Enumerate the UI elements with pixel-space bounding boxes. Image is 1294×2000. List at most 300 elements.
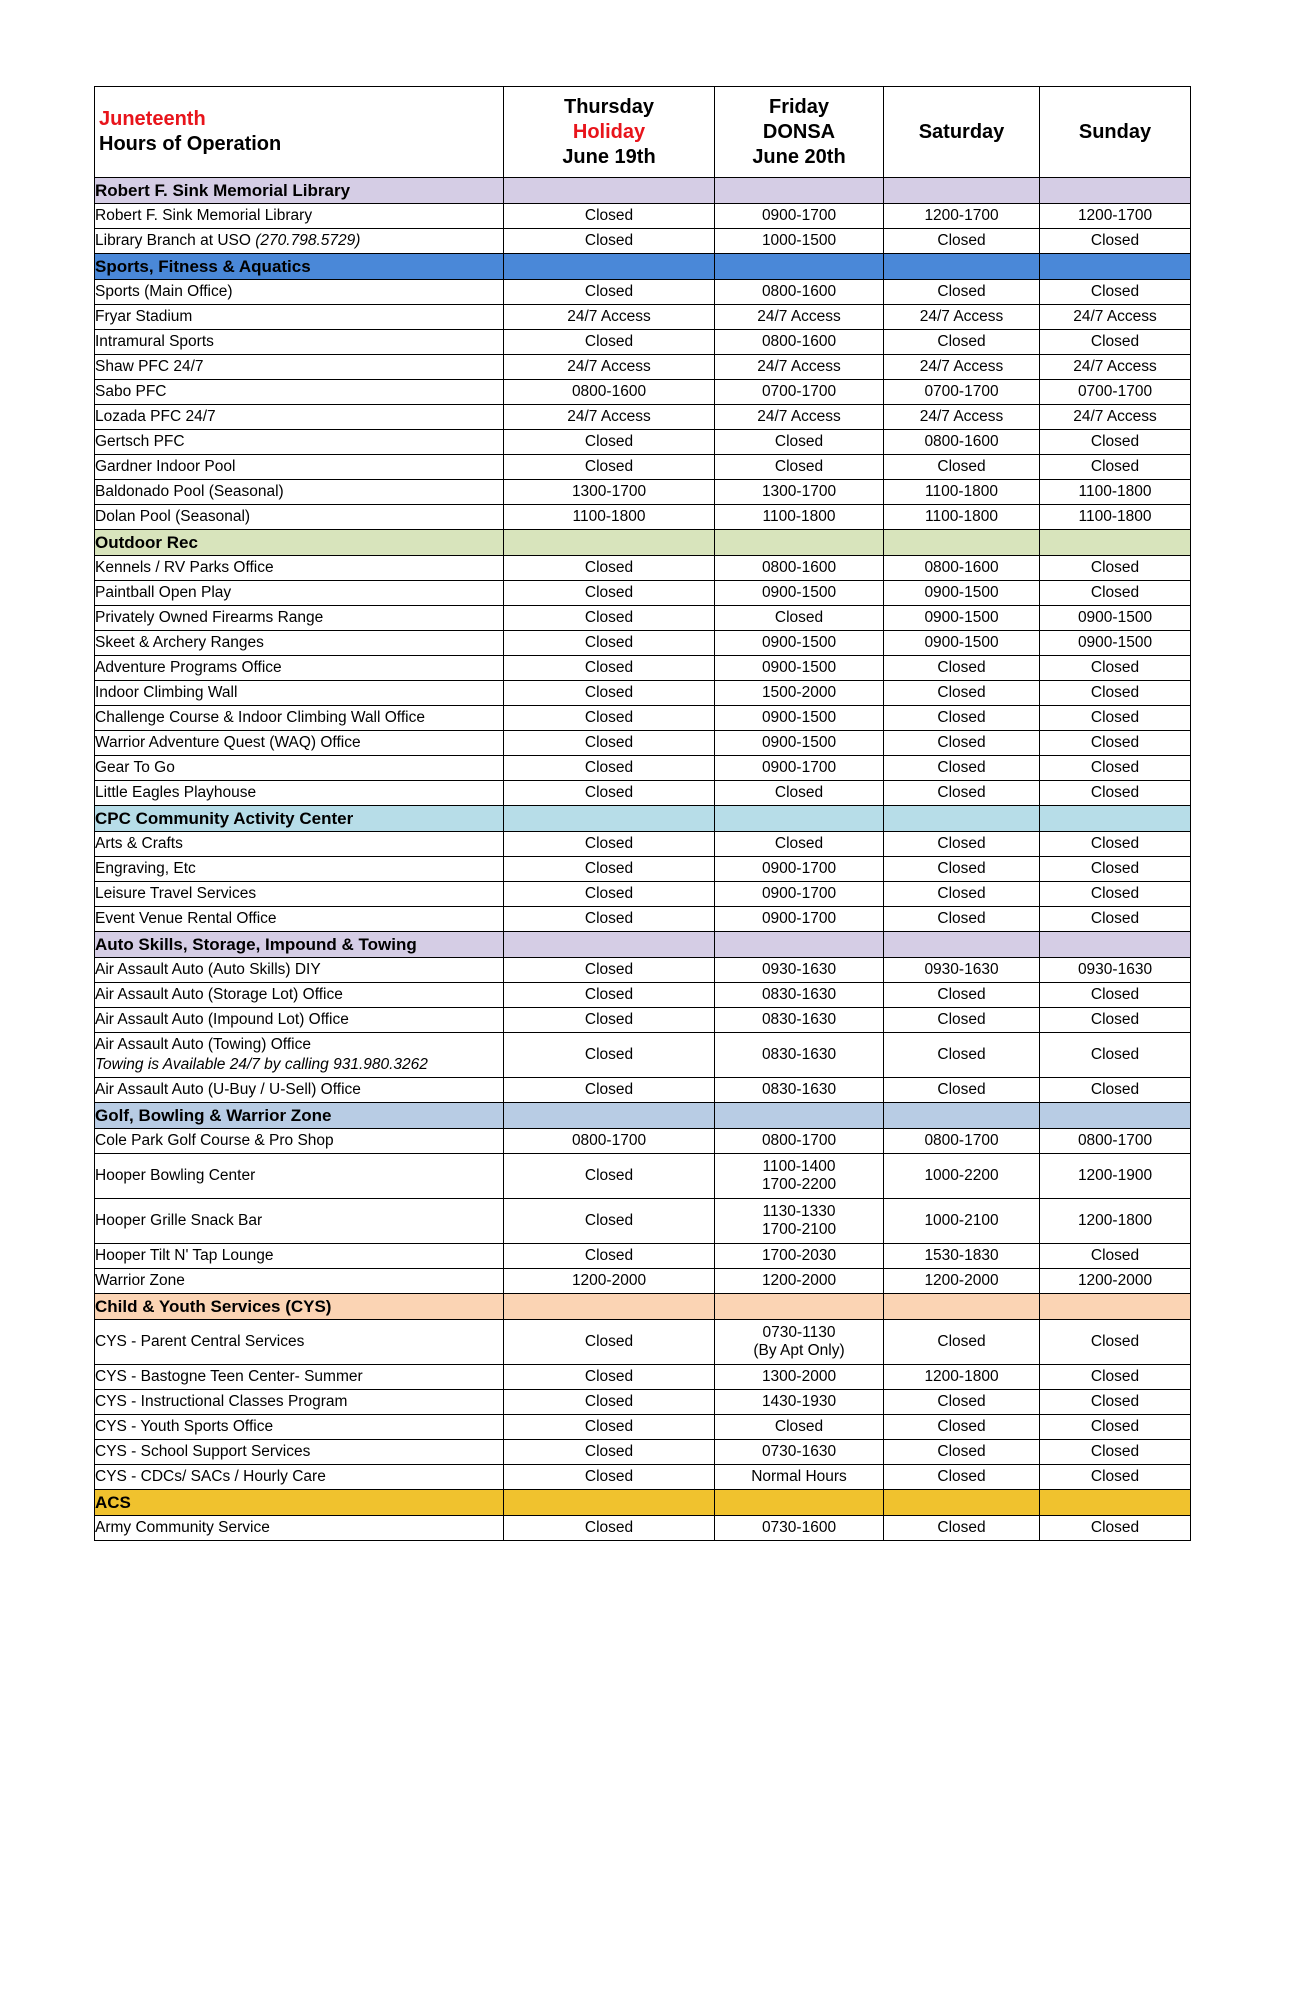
facility-name-cell bbox=[95, 1415, 504, 1440]
section-fill-cell bbox=[504, 178, 715, 204]
facility-name: Hooper Grille Snack Bar bbox=[95, 1212, 263, 1229]
table-row bbox=[95, 204, 1191, 229]
hours-cell: Closed bbox=[1040, 756, 1191, 781]
hours-cell: Closed bbox=[504, 229, 715, 254]
section-title: ACS bbox=[95, 1490, 504, 1516]
hours-cell: Closed bbox=[504, 1415, 715, 1440]
table-row bbox=[95, 1154, 1191, 1199]
hours-cell: 1100-1800 bbox=[1040, 505, 1191, 530]
hours-cell: 1200-1900 bbox=[1040, 1154, 1191, 1199]
facility-name: Intramural Sports bbox=[95, 333, 214, 350]
hours-cell: Closed bbox=[884, 781, 1040, 806]
section-fill-cell bbox=[1040, 530, 1191, 556]
facility-name-cell bbox=[95, 505, 504, 530]
facility-name: Air Assault Auto (Impound Lot) Office bbox=[95, 1011, 349, 1028]
facility-name-cell bbox=[95, 1365, 504, 1390]
facility-name-cell bbox=[95, 1199, 504, 1244]
hours-cell: 0800-1600 bbox=[884, 430, 1040, 455]
hours-cell: 1000-2100 bbox=[884, 1199, 1040, 1244]
table-row bbox=[95, 380, 1191, 405]
facility-name-cell bbox=[95, 305, 504, 330]
hours-cell: Closed bbox=[884, 706, 1040, 731]
hours-cell: Closed bbox=[884, 756, 1040, 781]
hours-cell: 0830-1630 bbox=[715, 1078, 884, 1103]
column-header-saturday: Saturday bbox=[884, 87, 1040, 178]
hours-cell: Closed bbox=[715, 606, 884, 631]
hours-cell: 1200-2000 bbox=[1040, 1269, 1191, 1294]
table-row bbox=[95, 405, 1191, 430]
facility-name-cell bbox=[95, 430, 504, 455]
hours-cell: 0900-1700 bbox=[715, 907, 884, 932]
hours-cell: 0930-1630 bbox=[715, 958, 884, 983]
hours-cell: 0900-1500 bbox=[1040, 631, 1191, 656]
hours-cell: Closed bbox=[1040, 1320, 1191, 1365]
section-header-row bbox=[95, 806, 1191, 832]
column-header-sunday: Sunday bbox=[1040, 87, 1191, 178]
section-fill-cell bbox=[1040, 178, 1191, 204]
section-fill-cell bbox=[715, 806, 884, 832]
hours-cell: Closed bbox=[504, 857, 715, 882]
table-body bbox=[95, 178, 1191, 1541]
hours-cell: 0900-1500 bbox=[715, 631, 884, 656]
facility-name-cell bbox=[95, 1008, 504, 1033]
hours-cell: Closed bbox=[884, 857, 1040, 882]
hours-cell: 0800-1600 bbox=[715, 280, 884, 305]
section-fill-cell bbox=[1040, 1294, 1191, 1320]
hours-cell: Closed bbox=[504, 1244, 715, 1269]
section-fill-cell bbox=[715, 254, 884, 280]
hours-cell: Closed bbox=[504, 832, 715, 857]
hours-cell: 24/7 Access bbox=[715, 305, 884, 330]
facility-name-cell bbox=[95, 857, 504, 882]
hours-cell: Closed bbox=[504, 330, 715, 355]
facility-name: Kennels / RV Parks Office bbox=[95, 559, 274, 576]
hours-cell: 0700-1700 bbox=[715, 380, 884, 405]
section-title: Robert F. Sink Memorial Library bbox=[95, 178, 504, 204]
hours-cell: 24/7 Access bbox=[1040, 305, 1191, 330]
facility-name: Hooper Bowling Center bbox=[95, 1167, 256, 1184]
facility-name: Gardner Indoor Pool bbox=[95, 458, 236, 475]
hours-cell: 1100-1400 1700-2200 bbox=[715, 1154, 884, 1199]
hours-cell: 0730-1130 (By Apt Only) bbox=[715, 1320, 884, 1365]
hours-cell: 0800-1700 bbox=[1040, 1129, 1191, 1154]
hours-cell: Closed bbox=[1040, 706, 1191, 731]
header-row bbox=[95, 87, 1191, 178]
hours-cell: 24/7 Access bbox=[504, 355, 715, 380]
table-row bbox=[95, 958, 1191, 983]
hours-cell: 0900-1500 bbox=[715, 656, 884, 681]
hours-cell: Closed bbox=[884, 229, 1040, 254]
section-fill-cell bbox=[715, 932, 884, 958]
table-row bbox=[95, 1320, 1191, 1365]
facility-name-cell bbox=[95, 1269, 504, 1294]
hours-cell: Closed bbox=[1040, 229, 1191, 254]
facility-name-cell bbox=[95, 756, 504, 781]
hours-cell: 1200-1800 bbox=[1040, 1199, 1191, 1244]
hours-cell: Closed bbox=[1040, 1440, 1191, 1465]
table-row bbox=[95, 781, 1191, 806]
section-title: Sports, Fitness & Aquatics bbox=[95, 254, 504, 280]
facility-name-cell bbox=[95, 1154, 504, 1199]
hours-cell: 0900-1500 bbox=[884, 581, 1040, 606]
table-row bbox=[95, 280, 1191, 305]
hours-cell: 1000-2200 bbox=[884, 1154, 1040, 1199]
hours-cell: Closed bbox=[884, 1320, 1040, 1365]
table-row bbox=[95, 1129, 1191, 1154]
hours-cell: Closed bbox=[504, 681, 715, 706]
facility-name-cell bbox=[95, 1033, 504, 1078]
hours-cell: Closed bbox=[884, 1465, 1040, 1490]
hours-cell: Closed bbox=[715, 430, 884, 455]
section-fill-cell bbox=[504, 530, 715, 556]
facility-name: CYS - CDCs/ SACs / Hourly Care bbox=[95, 1468, 326, 1485]
hours-cell: Closed bbox=[1040, 1033, 1191, 1078]
section-fill-cell bbox=[715, 178, 884, 204]
facility-name-cell bbox=[95, 204, 504, 229]
hours-cell: 1700-2030 bbox=[715, 1244, 884, 1269]
facility-name-cell bbox=[95, 656, 504, 681]
section-fill-cell bbox=[884, 1103, 1040, 1129]
hours-cell: 0730-1600 bbox=[715, 1516, 884, 1541]
hours-cell: Closed bbox=[504, 430, 715, 455]
hours-cell: 1130-1330 1700-2100 bbox=[715, 1199, 884, 1244]
hours-cell: 24/7 Access bbox=[884, 305, 1040, 330]
hours-cell: 1430-1930 bbox=[715, 1390, 884, 1415]
table-row bbox=[95, 1390, 1191, 1415]
section-header-row bbox=[95, 178, 1191, 204]
facility-name-cell bbox=[95, 280, 504, 305]
facility-name: Gear To Go bbox=[95, 759, 175, 776]
hours-cell: Closed bbox=[1040, 907, 1191, 932]
facility-name-cell bbox=[95, 581, 504, 606]
section-fill-cell bbox=[715, 1294, 884, 1320]
hours-cell: Closed bbox=[504, 1516, 715, 1541]
facility-name: Gertsch PFC bbox=[95, 433, 185, 450]
hours-cell: 0800-1600 bbox=[715, 330, 884, 355]
hours-cell: 0800-1700 bbox=[884, 1129, 1040, 1154]
hours-cell: Closed bbox=[1040, 280, 1191, 305]
hours-cell: Closed bbox=[504, 958, 715, 983]
section-header-row bbox=[95, 932, 1191, 958]
hours-cell: Closed bbox=[1040, 1465, 1191, 1490]
hours-cell: Closed bbox=[504, 1008, 715, 1033]
section-header-row bbox=[95, 254, 1191, 280]
hours-cell: Closed bbox=[504, 1033, 715, 1078]
table-row bbox=[95, 330, 1191, 355]
hours-cell: Closed bbox=[1040, 330, 1191, 355]
hours-cell: 24/7 Access bbox=[715, 405, 884, 430]
section-fill-cell bbox=[1040, 1490, 1191, 1516]
hours-cell: Closed bbox=[504, 1390, 715, 1415]
hours-cell: Closed bbox=[1040, 731, 1191, 756]
hours-cell: 0900-1500 bbox=[715, 706, 884, 731]
section-fill-cell bbox=[884, 932, 1040, 958]
hours-cell: Closed bbox=[504, 756, 715, 781]
table-row bbox=[95, 1078, 1191, 1103]
hours-cell: Closed bbox=[504, 204, 715, 229]
hours-cell: 1100-1800 bbox=[504, 505, 715, 530]
section-header-row bbox=[95, 1294, 1191, 1320]
facility-name-cell bbox=[95, 1465, 504, 1490]
table-row bbox=[95, 681, 1191, 706]
hours-cell: Closed bbox=[504, 1154, 715, 1199]
facility-name-cell bbox=[95, 1078, 504, 1103]
hours-cell: Closed bbox=[884, 1415, 1040, 1440]
facility-name: Army Community Service bbox=[95, 1519, 270, 1536]
facility-name: Baldonado Pool (Seasonal) bbox=[95, 483, 284, 500]
hours-cell: Closed bbox=[884, 1390, 1040, 1415]
facility-name-cell bbox=[95, 380, 504, 405]
hours-cell: Closed bbox=[884, 983, 1040, 1008]
hours-cell: Closed bbox=[504, 455, 715, 480]
facility-name-cell bbox=[95, 631, 504, 656]
hours-cell: 1100-1800 bbox=[884, 505, 1040, 530]
hours-cell: Closed bbox=[1040, 1516, 1191, 1541]
hours-cell: Closed bbox=[504, 781, 715, 806]
table-row bbox=[95, 1199, 1191, 1244]
hours-cell: Closed bbox=[504, 907, 715, 932]
section-title: CPC Community Activity Center bbox=[95, 806, 504, 832]
facility-name: Air Assault Auto (U-Buy / U-Sell) Office bbox=[95, 1081, 361, 1098]
hours-cell: Closed bbox=[1040, 556, 1191, 581]
hours-cell: 0900-1500 bbox=[1040, 606, 1191, 631]
facility-name: Paintball Open Play bbox=[95, 584, 232, 601]
section-header-row bbox=[95, 1103, 1191, 1129]
table-row bbox=[95, 556, 1191, 581]
hours-cell: Closed bbox=[715, 832, 884, 857]
hours-cell: Closed bbox=[504, 581, 715, 606]
hours-cell: Closed bbox=[1040, 832, 1191, 857]
facility-name-cell bbox=[95, 731, 504, 756]
section-fill-cell bbox=[715, 1490, 884, 1516]
hours-cell: 0900-1700 bbox=[715, 857, 884, 882]
table-row bbox=[95, 756, 1191, 781]
hours-cell: 24/7 Access bbox=[1040, 405, 1191, 430]
hours-cell: 0930-1630 bbox=[1040, 958, 1191, 983]
hours-cell: Closed bbox=[504, 1199, 715, 1244]
section-fill-cell bbox=[504, 254, 715, 280]
facility-note: (270.798.5729) bbox=[255, 232, 361, 249]
section-fill-cell bbox=[504, 932, 715, 958]
section-fill-cell bbox=[504, 1103, 715, 1129]
hours-cell: Normal Hours bbox=[715, 1465, 884, 1490]
section-fill-cell bbox=[884, 530, 1040, 556]
hours-cell: Closed bbox=[884, 882, 1040, 907]
section-fill-cell bbox=[715, 1103, 884, 1129]
section-fill-cell bbox=[884, 178, 1040, 204]
facility-name-cell bbox=[95, 480, 504, 505]
section-fill-cell bbox=[504, 1490, 715, 1516]
hours-cell: Closed bbox=[715, 781, 884, 806]
table-row bbox=[95, 455, 1191, 480]
table-row bbox=[95, 1033, 1191, 1078]
hours-cell: Closed bbox=[1040, 1008, 1191, 1033]
table-row bbox=[95, 983, 1191, 1008]
hours-cell: 0800-1700 bbox=[715, 1129, 884, 1154]
hours-cell: 0900-1700 bbox=[715, 756, 884, 781]
hours-cell: Closed bbox=[1040, 983, 1191, 1008]
facility-name-cell bbox=[95, 681, 504, 706]
table-row bbox=[95, 706, 1191, 731]
facility-name: Dolan Pool (Seasonal) bbox=[95, 508, 251, 525]
facility-name: Hooper Tilt N' Tap Lounge bbox=[95, 1247, 274, 1264]
facility-name: Leisure Travel Services bbox=[95, 885, 257, 902]
hours-cell: Closed bbox=[504, 731, 715, 756]
table-row bbox=[95, 505, 1191, 530]
hours-cell: 0700-1700 bbox=[1040, 380, 1191, 405]
hours-cell: Closed bbox=[1040, 1078, 1191, 1103]
table-row bbox=[95, 857, 1191, 882]
facility-name-cell bbox=[95, 907, 504, 932]
facility-name-cell bbox=[95, 958, 504, 983]
hours-cell: Closed bbox=[504, 631, 715, 656]
section-fill-cell bbox=[884, 1294, 1040, 1320]
hours-cell: Closed bbox=[715, 1415, 884, 1440]
hours-cell: Closed bbox=[504, 280, 715, 305]
hours-cell: Closed bbox=[884, 731, 1040, 756]
hours-cell: Closed bbox=[884, 1440, 1040, 1465]
facility-name: Arts & Crafts bbox=[95, 835, 183, 852]
hours-cell: 1200-2000 bbox=[884, 1269, 1040, 1294]
hours-cell: Closed bbox=[1040, 857, 1191, 882]
table-row bbox=[95, 1008, 1191, 1033]
hours-cell: Closed bbox=[884, 280, 1040, 305]
hours-cell: 0800-1600 bbox=[884, 556, 1040, 581]
section-fill-cell bbox=[504, 806, 715, 832]
hours-cell: 0830-1630 bbox=[715, 983, 884, 1008]
hours-cell: 0800-1600 bbox=[715, 556, 884, 581]
table-row bbox=[95, 1440, 1191, 1465]
facility-name: Adventure Programs Office bbox=[95, 659, 282, 676]
facility-name-cell bbox=[95, 1440, 504, 1465]
section-fill-cell bbox=[715, 530, 884, 556]
table-title bbox=[95, 87, 504, 178]
hours-cell: 0900-1500 bbox=[715, 731, 884, 756]
hours-table bbox=[94, 86, 1191, 1541]
hours-cell: 24/7 Access bbox=[504, 305, 715, 330]
hours-cell: 1100-1800 bbox=[715, 505, 884, 530]
table-row bbox=[95, 229, 1191, 254]
hours-cell: Closed bbox=[884, 330, 1040, 355]
hours-cell: 24/7 Access bbox=[715, 355, 884, 380]
facility-name-cell bbox=[95, 1516, 504, 1541]
hours-cell: Closed bbox=[504, 1320, 715, 1365]
hours-cell: Closed bbox=[1040, 455, 1191, 480]
table-row bbox=[95, 882, 1191, 907]
hours-cell: Closed bbox=[884, 1078, 1040, 1103]
hours-cell: Closed bbox=[1040, 1415, 1191, 1440]
hours-cell: Closed bbox=[504, 1078, 715, 1103]
hours-cell: Closed bbox=[884, 907, 1040, 932]
facility-name: Little Eagles Playhouse bbox=[95, 784, 257, 801]
section-title: Outdoor Rec bbox=[95, 530, 504, 556]
facility-name-cell bbox=[95, 1320, 504, 1365]
hours-cell: 0830-1630 bbox=[715, 1008, 884, 1033]
hours-cell: Closed bbox=[504, 556, 715, 581]
section-fill-cell bbox=[504, 1294, 715, 1320]
hours-cell: Closed bbox=[884, 1008, 1040, 1033]
facility-name: CYS - Parent Central Services bbox=[95, 1333, 305, 1350]
hours-cell: Closed bbox=[1040, 430, 1191, 455]
facility-name-cell bbox=[95, 1390, 504, 1415]
hours-cell: 0900-1500 bbox=[884, 606, 1040, 631]
hours-cell: 1200-2000 bbox=[715, 1269, 884, 1294]
table-row bbox=[95, 1516, 1191, 1541]
facility-name: Fryar Stadium bbox=[95, 308, 193, 325]
section-fill-cell bbox=[1040, 932, 1191, 958]
facility-name: Sabo PFC bbox=[95, 383, 167, 400]
hours-cell: Closed bbox=[1040, 781, 1191, 806]
facility-name: Challenge Course & Indoor Climbing Wall Office bbox=[95, 709, 425, 726]
facility-name: Air Assault Auto (Towing) Office bbox=[95, 1036, 311, 1053]
section-header-row bbox=[95, 1490, 1191, 1516]
facility-name-cell bbox=[95, 706, 504, 731]
facility-name: Engraving, Etc bbox=[95, 860, 196, 877]
facility-name: Privately Owned Firearms Range bbox=[95, 609, 324, 626]
table-row bbox=[95, 631, 1191, 656]
hours-cell: 1300-1700 bbox=[504, 480, 715, 505]
facility-name: Cole Park Golf Course & Pro Shop bbox=[95, 1132, 334, 1149]
facility-name: Lozada PFC 24/7 bbox=[95, 408, 216, 425]
table-row bbox=[95, 1244, 1191, 1269]
facility-name: Shaw PFC 24/7 bbox=[95, 358, 204, 375]
table-row bbox=[95, 430, 1191, 455]
hours-cell: 1200-2000 bbox=[504, 1269, 715, 1294]
facility-name-cell bbox=[95, 355, 504, 380]
hours-cell: 1200-1800 bbox=[884, 1365, 1040, 1390]
section-fill-cell bbox=[1040, 1103, 1191, 1129]
facility-name-cell bbox=[95, 556, 504, 581]
facility-name-cell bbox=[95, 330, 504, 355]
hours-cell: 0730-1630 bbox=[715, 1440, 884, 1465]
hours-cell: 1200-1700 bbox=[884, 204, 1040, 229]
facility-name-cell bbox=[95, 1129, 504, 1154]
facility-name-cell bbox=[95, 405, 504, 430]
hours-cell: Closed bbox=[1040, 1365, 1191, 1390]
facility-name: Event Venue Rental Office bbox=[95, 910, 277, 927]
section-fill-cell bbox=[884, 254, 1040, 280]
table-row bbox=[95, 355, 1191, 380]
hours-cell: Closed bbox=[884, 656, 1040, 681]
hours-cell: Closed bbox=[504, 706, 715, 731]
table-row bbox=[95, 305, 1191, 330]
hours-cell: Closed bbox=[1040, 681, 1191, 706]
hours-cell: 24/7 Access bbox=[884, 355, 1040, 380]
section-fill-cell bbox=[884, 806, 1040, 832]
hours-cell: 1500-2000 bbox=[715, 681, 884, 706]
facility-name-cell bbox=[95, 455, 504, 480]
hours-cell: Closed bbox=[504, 1465, 715, 1490]
facility-name: CYS - Bastogne Teen Center- Summer bbox=[95, 1368, 363, 1385]
hours-cell: 0800-1700 bbox=[504, 1129, 715, 1154]
hours-cell: 1200-1700 bbox=[1040, 204, 1191, 229]
hours-cell: Closed bbox=[504, 1365, 715, 1390]
hours-cell: Closed bbox=[1040, 1244, 1191, 1269]
hours-cell: Closed bbox=[884, 1033, 1040, 1078]
facility-name: CYS - Instructional Classes Program bbox=[95, 1393, 348, 1410]
facility-name: Air Assault Auto (Storage Lot) Office bbox=[95, 986, 343, 1003]
column-header-thursday: Thursday Holiday June 19th bbox=[504, 87, 715, 178]
hours-cell: 0700-1700 bbox=[884, 380, 1040, 405]
column-header-friday: Friday DONSA June 20th bbox=[715, 87, 884, 178]
table-row bbox=[95, 832, 1191, 857]
facility-name: Warrior Zone bbox=[95, 1272, 185, 1289]
facility-name-cell bbox=[95, 983, 504, 1008]
section-title: Child & Youth Services (CYS) bbox=[95, 1294, 504, 1320]
section-fill-cell bbox=[884, 1490, 1040, 1516]
table-row bbox=[95, 1365, 1191, 1390]
facility-name: Indoor Climbing Wall bbox=[95, 684, 238, 701]
